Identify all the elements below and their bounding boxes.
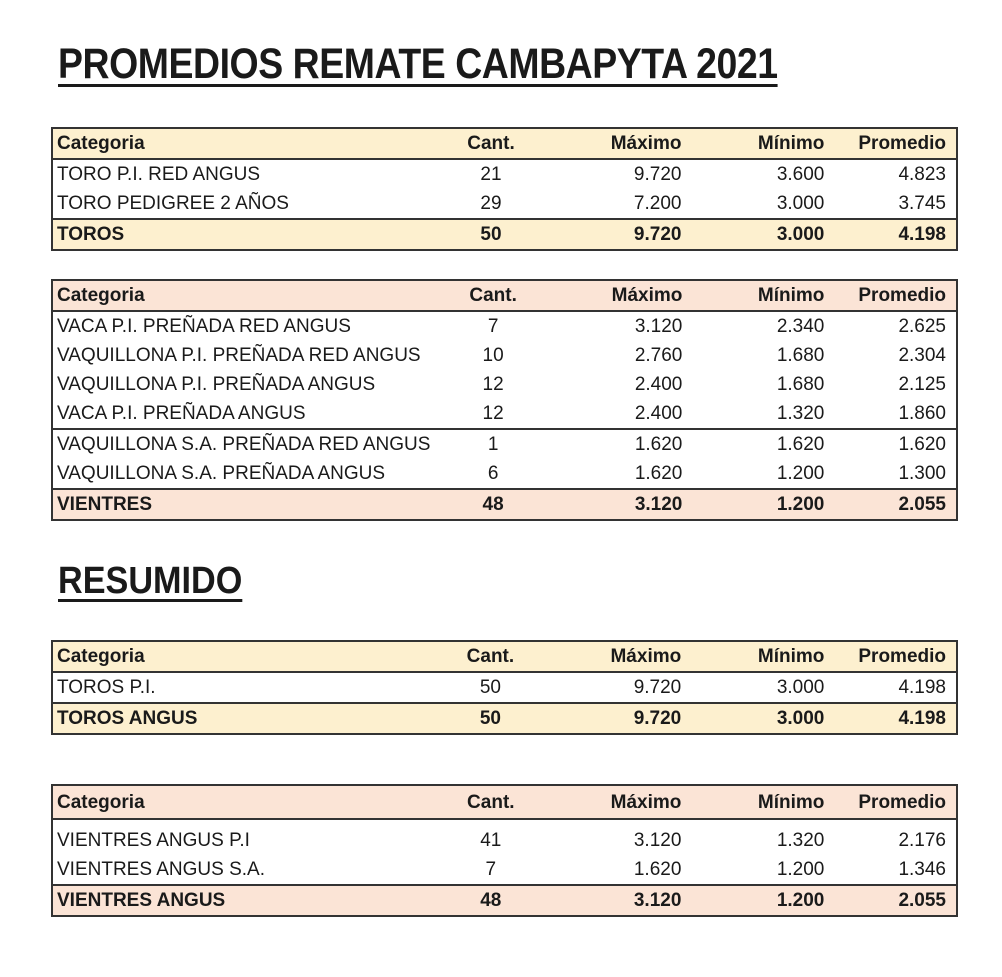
header-maximo: Máximo bbox=[538, 641, 691, 672]
cell-minimo: 1.320 bbox=[776, 403, 825, 424]
cell-maximo: 1.620 bbox=[634, 463, 683, 484]
total-row bbox=[52, 703, 957, 734]
cell-categoria: VAQUILLONA S.A. PREÑADA ANGUS bbox=[57, 463, 386, 484]
cell-maximo: 1.620 bbox=[541, 429, 693, 459]
header-maximo: Máximo bbox=[539, 785, 692, 819]
table-header-row bbox=[52, 280, 957, 311]
table-row bbox=[52, 370, 957, 399]
header-categoria: Categoria bbox=[52, 128, 447, 159]
cell-categoria: VIENTRES ANGUS S.A. bbox=[57, 859, 265, 880]
cell-minimo: 1.680 bbox=[776, 345, 825, 366]
cell-maximo: 2.760 bbox=[634, 345, 683, 366]
cell-minimo: 2.340 bbox=[776, 316, 825, 337]
cell-maximo: 1.620 bbox=[633, 859, 682, 880]
cell-minimo: 1.680 bbox=[776, 374, 825, 395]
cell-minimo: 3.600 bbox=[776, 164, 825, 185]
total-promedio: 2.055 bbox=[854, 885, 957, 916]
total-cant: 48 bbox=[447, 885, 538, 916]
cell-promedio: 2.304 bbox=[898, 345, 946, 366]
table-header-row bbox=[52, 785, 957, 819]
header-promedio: Promedio bbox=[854, 641, 957, 672]
cell-categoria: VACA P.I. PREÑADA RED ANGUS bbox=[57, 316, 351, 337]
cell-categoria: TOROS P.I. bbox=[57, 677, 156, 698]
header-categoria: Categoria bbox=[52, 641, 447, 672]
cell-categoria: TORO PEDIGREE 2 AÑOS bbox=[57, 193, 289, 214]
total-maximo: 9.720 bbox=[539, 219, 692, 250]
cell-maximo: 2.400 bbox=[634, 374, 683, 395]
total-maximo: 3.120 bbox=[541, 489, 693, 520]
resumido-toros-table bbox=[51, 640, 958, 735]
cell-promedio: 2.176 bbox=[898, 830, 946, 851]
total-label: TOROS bbox=[52, 219, 447, 250]
cell-maximo: 7.200 bbox=[633, 193, 682, 214]
cell-minimo: 1.320 bbox=[776, 830, 825, 851]
header-minimo: Mínimo bbox=[691, 785, 854, 819]
total-promedio: 2.055 bbox=[854, 489, 957, 520]
total-cant: 48 bbox=[450, 489, 541, 520]
cell-cant: 10 bbox=[482, 345, 504, 366]
table-row bbox=[52, 855, 957, 885]
toros-table bbox=[51, 127, 958, 251]
cell-categoria: VAQUILLONA P.I. PREÑADA ANGUS bbox=[57, 374, 376, 395]
cell-minimo: 3.000 bbox=[776, 677, 825, 698]
cell-maximo: 9.720 bbox=[633, 677, 682, 698]
table-row bbox=[52, 311, 957, 341]
table-row bbox=[52, 672, 957, 703]
cell-promedio: 4.823 bbox=[898, 164, 946, 185]
total-cant: 50 bbox=[447, 703, 539, 734]
header-cant: Cant. bbox=[447, 785, 538, 819]
header-minimo: Mínimo bbox=[691, 128, 854, 159]
cell-cant: 41 bbox=[480, 830, 502, 851]
total-row bbox=[52, 219, 957, 250]
cell-cant: 12 bbox=[482, 374, 504, 395]
table-row bbox=[52, 159, 957, 189]
spacer-cell bbox=[52, 819, 957, 826]
page-title: PROMEDIOS REMATE CAMBAPYTA 2021 bbox=[58, 40, 778, 88]
header-minimo: Mínimo bbox=[692, 280, 854, 311]
header-categoria: Categoria bbox=[52, 280, 450, 311]
table-row bbox=[52, 459, 957, 489]
spacer-row bbox=[52, 819, 957, 826]
header-categoria: Categoria bbox=[52, 785, 447, 819]
cell-cant: 29 bbox=[480, 193, 502, 214]
table-row bbox=[52, 429, 957, 459]
cell-maximo: 3.120 bbox=[633, 830, 682, 851]
total-maximo: 9.720 bbox=[538, 703, 691, 734]
cell-promedio: 4.198 bbox=[898, 677, 946, 698]
total-label: VIENTRES bbox=[52, 489, 450, 520]
total-minimo: 1.200 bbox=[692, 489, 854, 520]
cell-promedio: 1.620 bbox=[854, 429, 957, 459]
cell-maximo: 9.720 bbox=[633, 164, 682, 185]
cell-promedio: 1.860 bbox=[898, 403, 946, 424]
cell-cant: 50 bbox=[479, 677, 501, 698]
cell-cant: 7 bbox=[487, 316, 499, 337]
header-cant: Cant. bbox=[447, 128, 538, 159]
header-cant: Cant. bbox=[447, 641, 539, 672]
table-row bbox=[52, 826, 957, 855]
cell-promedio: 1.346 bbox=[898, 859, 946, 880]
total-row bbox=[52, 489, 957, 520]
table-row bbox=[52, 341, 957, 370]
table-header-row bbox=[52, 128, 957, 159]
cell-promedio: 2.625 bbox=[898, 316, 946, 337]
header-maximo: Máximo bbox=[541, 280, 693, 311]
cell-maximo: 3.120 bbox=[634, 316, 683, 337]
cell-promedio: 3.745 bbox=[898, 193, 946, 214]
header-promedio: Promedio bbox=[854, 128, 957, 159]
total-label: TOROS ANGUS bbox=[52, 703, 447, 734]
cell-maximo: 2.400 bbox=[634, 403, 683, 424]
cell-cant: 21 bbox=[480, 164, 502, 185]
cell-promedio: 1.300 bbox=[898, 463, 946, 484]
total-promedio: 4.198 bbox=[854, 219, 957, 250]
table-row bbox=[52, 399, 957, 429]
cell-cant: 6 bbox=[487, 463, 499, 484]
cell-minimo: 1.200 bbox=[776, 859, 825, 880]
total-row bbox=[52, 885, 957, 916]
total-minimo: 1.200 bbox=[691, 885, 854, 916]
cell-categoria: VAQUILLONA P.I. PREÑADA RED ANGUS bbox=[57, 345, 421, 366]
cell-minimo: 3.000 bbox=[776, 193, 825, 214]
cell-cant: 12 bbox=[482, 403, 504, 424]
header-promedio: Promedio bbox=[854, 785, 957, 819]
cell-cant: 1 bbox=[450, 429, 541, 459]
vientres-table bbox=[51, 279, 958, 521]
section-title-resumido: RESUMIDO bbox=[58, 560, 243, 602]
header-promedio: Promedio bbox=[854, 280, 957, 311]
header-minimo: Mínimo bbox=[691, 641, 854, 672]
cell-categoria: VAQUILLONA S.A. PREÑADA RED ANGUS bbox=[52, 429, 450, 459]
cell-categoria: TORO P.I. RED ANGUS bbox=[57, 164, 261, 185]
cell-cant: 7 bbox=[485, 859, 497, 880]
cell-minimo: 1.200 bbox=[776, 463, 825, 484]
table-header-row bbox=[52, 641, 957, 672]
table-row bbox=[52, 189, 957, 219]
total-cant: 50 bbox=[447, 219, 538, 250]
resumido-vientres-table bbox=[51, 784, 958, 917]
total-minimo: 3.000 bbox=[691, 219, 854, 250]
total-promedio: 4.198 bbox=[854, 703, 957, 734]
header-cant: Cant. bbox=[450, 280, 541, 311]
cell-minimo: 1.620 bbox=[692, 429, 854, 459]
header-maximo: Máximo bbox=[539, 128, 692, 159]
cell-promedio: 2.125 bbox=[898, 374, 946, 395]
cell-categoria: VACA P.I. PREÑADA ANGUS bbox=[57, 403, 306, 424]
total-label: VIENTRES ANGUS bbox=[52, 885, 447, 916]
cell-categoria: VIENTRES ANGUS P.I bbox=[57, 830, 250, 851]
total-maximo: 3.120 bbox=[539, 885, 692, 916]
total-minimo: 3.000 bbox=[691, 703, 854, 734]
